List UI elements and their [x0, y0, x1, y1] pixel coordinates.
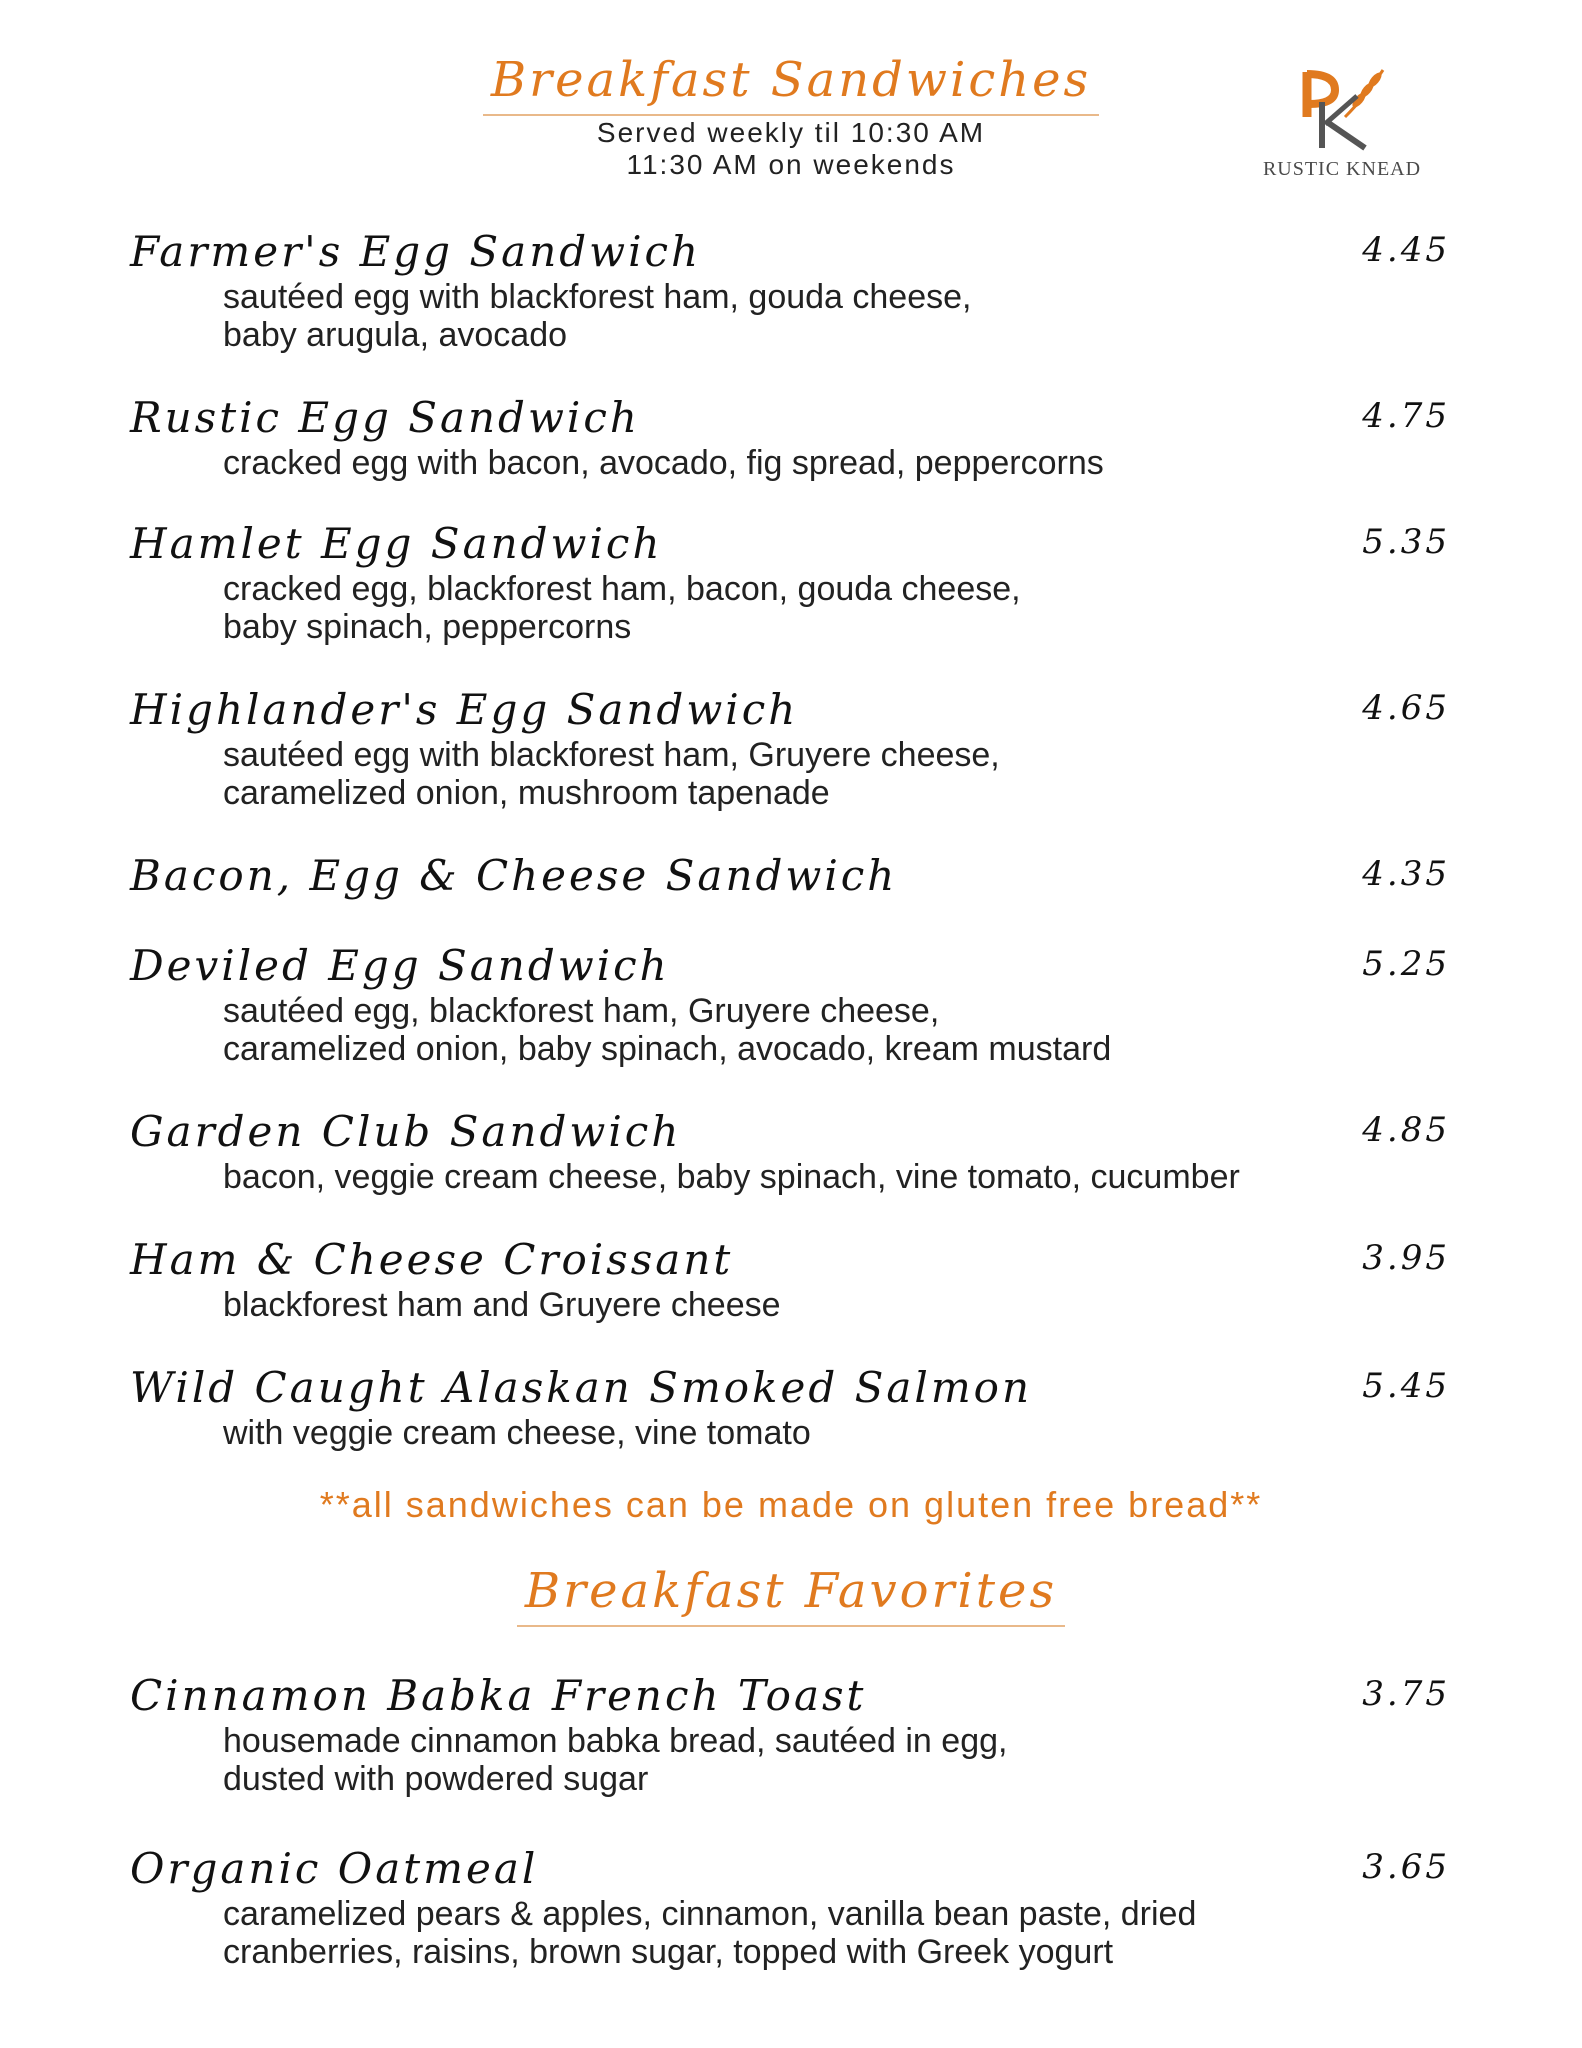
item-description: sautéed egg with blackforest ham, gouda cheese, — [223, 278, 972, 316]
item-price: 3.95 — [1362, 1238, 1450, 1278]
section-title-favorites — [0, 1563, 1582, 1627]
menu-item — [130, 940, 1460, 1068]
sandwiches-title-text: Breakfast Sandwiches — [483, 52, 1099, 116]
item-price: 3.65 — [1362, 1847, 1450, 1887]
item-name: Farmer's Egg Sandwich — [130, 227, 702, 276]
item-description: sautéed egg with blackforest ham, Gruyere cheese, — [223, 736, 1000, 774]
item-price: 4.75 — [1362, 396, 1450, 436]
item-price: 5.45 — [1362, 1366, 1450, 1406]
item-description: cracked egg, blackforest ham, bacon, gouda cheese, — [223, 570, 1021, 608]
item-price: 3.75 — [1362, 1674, 1450, 1714]
item-name: Wild Caught Alaskan Smoked Salmon — [130, 1363, 1033, 1412]
menu-item — [130, 1106, 1460, 1196]
menu-item — [130, 392, 1460, 482]
item-name: Hamlet Egg Sandwich — [130, 519, 663, 568]
item-name: Rustic Egg Sandwich — [130, 393, 640, 442]
item-price: 4.65 — [1362, 688, 1450, 728]
menu-item — [130, 1843, 1460, 1971]
menu-item — [130, 684, 1460, 812]
served-line-weekends: 11:30 AM on weekends — [626, 149, 956, 180]
logo-text: RUSTIC KNEAD — [1262, 158, 1422, 180]
item-name: Bacon, Egg & Cheese Sandwich — [130, 851, 898, 900]
menu-item — [130, 1362, 1460, 1452]
item-price: 5.35 — [1362, 522, 1450, 562]
served-line-weekly: Served weekly til 10:30 AM — [596, 117, 986, 148]
item-description: caramelized onion, mushroom tapenade — [223, 774, 830, 812]
menu-item — [130, 1670, 1460, 1798]
item-description: dusted with powdered sugar — [223, 1760, 649, 1798]
gluten-free-note: **all sandwiches can be made on gluten free bread** — [319, 1484, 1263, 1525]
item-name: Ham & Cheese Croissant — [130, 1235, 734, 1284]
item-description: bacon, veggie cream cheese, baby spinach, vine tomato, cucumber — [223, 1158, 1240, 1196]
brand-logo — [1262, 62, 1422, 192]
item-price: 4.35 — [1362, 854, 1450, 894]
menu-item — [130, 518, 1460, 646]
favorites-title-text: Breakfast Favorites — [517, 1563, 1065, 1627]
item-name: Deviled Egg Sandwich — [130, 941, 670, 990]
item-description: cranberries, raisins, brown sugar, topped with Greek yogurt — [223, 1933, 1114, 1971]
item-description: sautéed egg, blackforest ham, Gruyere cheese, — [223, 992, 940, 1030]
item-description: with veggie cream cheese, vine tomato — [223, 1414, 811, 1452]
item-price: 5.25 — [1362, 944, 1450, 984]
item-description: blackforest ham and Gruyere cheese — [223, 1286, 781, 1324]
item-description: housemade cinnamon babka bread, sautéed in egg, — [223, 1722, 1008, 1760]
item-name: Garden Club Sandwich — [130, 1107, 682, 1156]
item-price: 4.85 — [1362, 1110, 1450, 1150]
item-description: cracked egg with bacon, avocado, fig spread, peppercorns — [223, 444, 1104, 482]
item-price: 4.45 — [1362, 230, 1450, 270]
menu-item — [130, 850, 1460, 902]
item-name: Organic Oatmeal — [130, 1844, 539, 1893]
menu-item — [130, 1234, 1460, 1324]
item-name: Cinnamon Babka French Toast — [130, 1671, 867, 1720]
item-description: caramelized onion, baby spinach, avocado, kream mustard — [223, 1030, 1112, 1068]
item-description: baby spinach, peppercorns — [223, 608, 632, 646]
rustic-knead-logo-icon — [1287, 62, 1397, 152]
item-description: baby arugula, avocado — [223, 316, 568, 354]
item-description: caramelized pears & apples, cinnamon, vanilla bean paste, dried — [223, 1895, 1197, 1933]
item-name: Highlander's Egg Sandwich — [130, 685, 799, 734]
menu-item — [130, 226, 1460, 354]
